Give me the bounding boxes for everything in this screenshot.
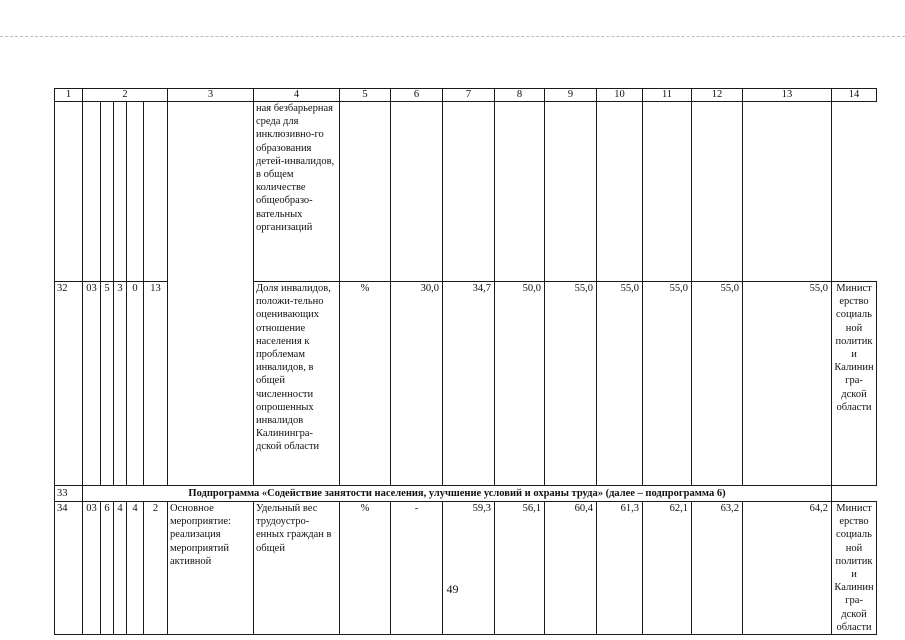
table-row bbox=[55, 102, 877, 282]
code-cell: 13 bbox=[144, 282, 168, 486]
header-cell: 4 bbox=[254, 89, 340, 102]
indicator-cell: ная безбарьерная среда для инклюзивно-го образования детей-инвалидов, в общем количестве общеобразо-вательных организаций bbox=[254, 102, 340, 282]
value-cell: 55,0 bbox=[597, 282, 643, 486]
header-cell: 6 bbox=[391, 89, 443, 102]
row-number: 33 bbox=[55, 486, 83, 502]
header-cell: 5 bbox=[340, 89, 391, 102]
code-cell: 4 bbox=[127, 502, 144, 635]
code-cell: 4 bbox=[114, 502, 127, 635]
indicator-cell: Доля инвалидов, положи-тельно оценивающих отношение населения к проблемам инвалидов, в общей численности опрошенных инвалидов Калинингра-дской области bbox=[254, 282, 340, 486]
header-cell: 12 bbox=[692, 89, 743, 102]
value-cell: 63,2 bbox=[692, 502, 743, 635]
header-cell: 10 bbox=[597, 89, 643, 102]
value-cell: 30,0 bbox=[391, 282, 443, 486]
header-cell: 3 bbox=[168, 89, 254, 102]
code-cell: 03 bbox=[83, 282, 101, 486]
executor-cell: Министерство социальной политики Калинингра-дской области bbox=[832, 502, 877, 635]
executor-cell: Министерство социальной политики Калинингра-дской области bbox=[832, 282, 877, 486]
row-number: 32 bbox=[55, 282, 83, 486]
code-cell: 0 bbox=[127, 282, 144, 486]
code-cell: 6 bbox=[101, 502, 114, 635]
code-cell: 5 bbox=[101, 282, 114, 486]
code-cell: 03 bbox=[83, 502, 101, 635]
header-cell: 2 bbox=[83, 89, 168, 102]
indicators-table bbox=[54, 88, 877, 635]
value-cell: 64,2 bbox=[743, 502, 832, 635]
header-cell: 11 bbox=[643, 89, 692, 102]
value-cell: 62,1 bbox=[643, 502, 692, 635]
header-cell: 13 bbox=[743, 89, 832, 102]
header-cell: 8 bbox=[495, 89, 545, 102]
code-cell: 3 bbox=[114, 282, 127, 486]
table-row bbox=[55, 502, 877, 635]
value-cell: 56,1 bbox=[495, 502, 545, 635]
scan-artifact-line bbox=[0, 36, 905, 37]
header-row bbox=[55, 89, 877, 102]
header-cell: 1 bbox=[55, 89, 83, 102]
measure-cell: Основное мероприятие: реализация мероприятий активной bbox=[168, 502, 254, 635]
header-cell: 14 bbox=[832, 89, 877, 102]
unit-cell: % bbox=[340, 502, 391, 635]
value-cell: 61,3 bbox=[597, 502, 643, 635]
header-cell: 7 bbox=[443, 89, 495, 102]
value-cell: 55,0 bbox=[743, 282, 832, 486]
header-cell: 9 bbox=[545, 89, 597, 102]
code-cell: 2 bbox=[144, 502, 168, 635]
value-cell: 55,0 bbox=[692, 282, 743, 486]
value-cell: 50,0 bbox=[495, 282, 545, 486]
value-cell: 55,0 bbox=[545, 282, 597, 486]
subprogram-title: Подпрограмма «Содействие занятости населения, улучшение условий и охраны труда» (далее – подпрограмма 6) bbox=[83, 486, 832, 502]
row-number: 34 bbox=[55, 502, 83, 635]
unit-cell: % bbox=[340, 282, 391, 486]
value-cell: 59,3 bbox=[443, 502, 495, 635]
page-number: 49 bbox=[446, 582, 459, 596]
indicator-cell: Удельный вес трудоустро-енных граждан в общей bbox=[254, 502, 340, 635]
value-cell: 60,4 bbox=[545, 502, 597, 635]
value-cell: 34,7 bbox=[443, 282, 495, 486]
measure-cell bbox=[168, 102, 254, 486]
value-cell: 55,0 bbox=[643, 282, 692, 486]
value-cell: - bbox=[391, 502, 443, 635]
subprogram-row bbox=[55, 486, 877, 502]
